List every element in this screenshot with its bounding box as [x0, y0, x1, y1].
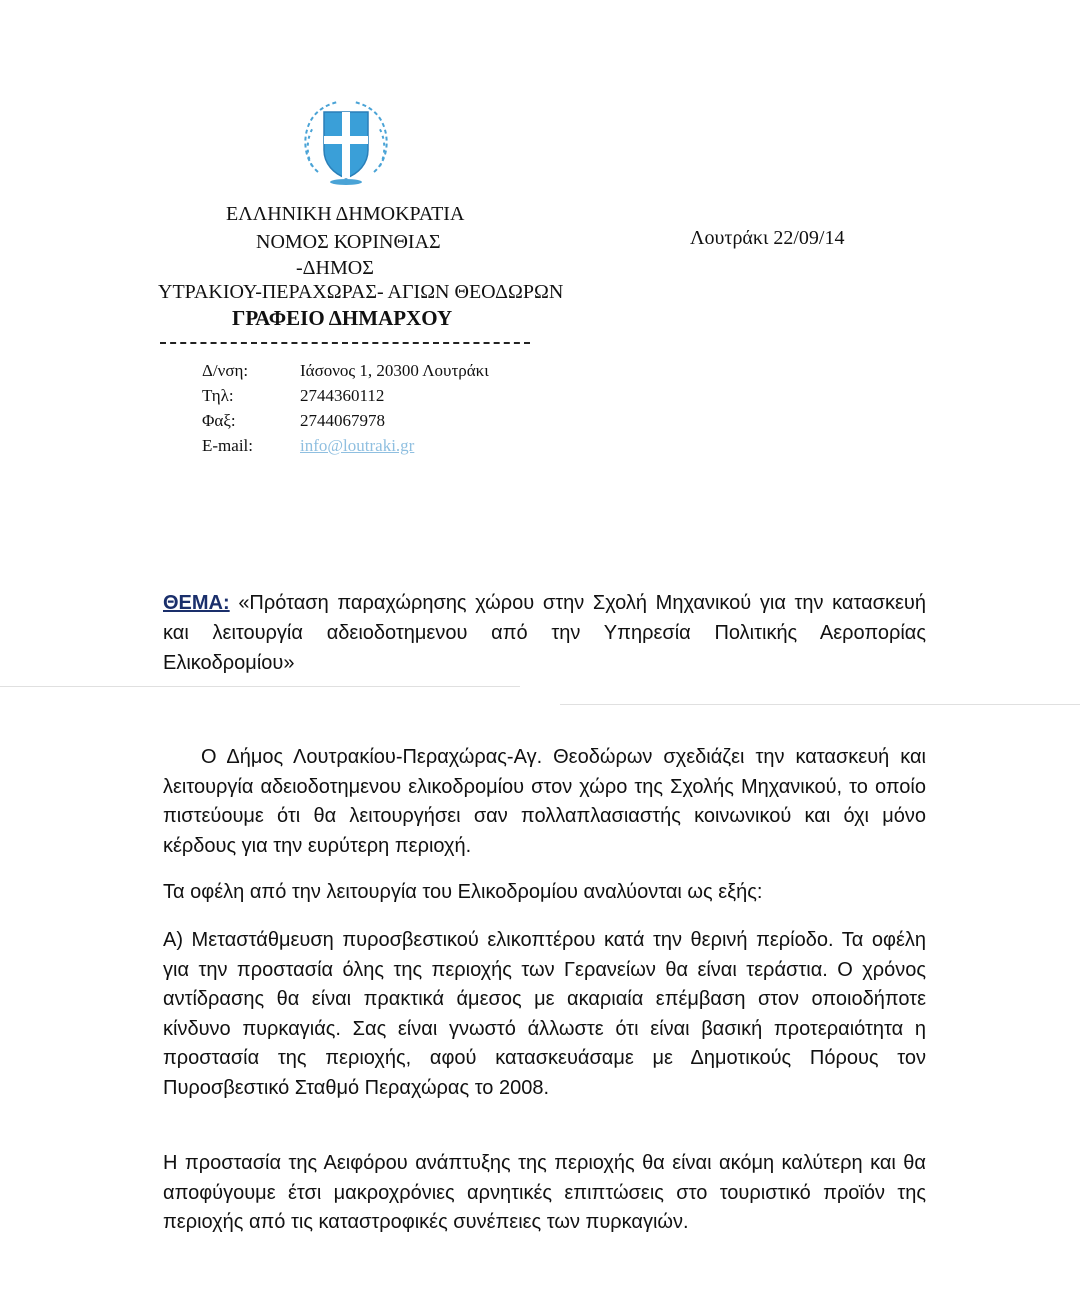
header-municipality-label: -ΔΗΜΟΣ: [296, 257, 374, 279]
header-prefecture: ΝΟΜΟΣ ΚΟΡΙΝΘΙΑΣ: [256, 231, 441, 253]
header-country: ΕΛΛΗΝΙΚΗ ΔΗΜΟΚΡΑΤΙΑ: [226, 203, 465, 225]
dashed-divider: [160, 342, 530, 344]
body-paragraph-benefits-heading: Τα οφέλη από την λειτουργία του Ελικοδρομίου αναλύονται ως εξής:: [163, 881, 763, 903]
subject-label: ΘΕΜΑ:: [163, 592, 230, 614]
subject-block: [163, 588, 926, 678]
fax-label: Φαξ:: [202, 411, 236, 430]
fax-value: 2744067978: [300, 411, 385, 430]
greek-coat-of-arms-emblem: [298, 98, 394, 188]
phone-label: Τηλ:: [202, 386, 234, 405]
email-label: E-mail:: [202, 436, 253, 455]
scan-artifact-line: [560, 704, 1080, 705]
contact-address-row: [202, 360, 489, 382]
email-link[interactable]: info@loutraki.gr: [300, 436, 415, 455]
address-label: Δ/νση:: [202, 361, 249, 380]
body-paragraph-intro: Ο Δήμος Λουτρακίου-Περαχώρας-Αγ. Θεοδώρων σχεδιάζει την κατασκευή και λειτουργία αδειοδοτημενου ελικοδρομίου στον χώρο της Σχολής Μηχανικού, το οποίο πιστεύουμε ότι θα λειτουργήσει σαν πολλαπλασιαστής κοινωνικού και όχι μόνο κέρδους για την ευρύτερη περιοχή.: [163, 746, 926, 857]
letter-date: Λουτράκι 22/09/14: [690, 227, 845, 249]
contact-fax-row: [202, 410, 385, 432]
header-municipality-name: ΥΤΡΑΚΙΟΥ-ΠΕΡΑΧΩΡΑΣ- ΑΓΙΩΝ ΘΕΟΔΩΡΩΝ: [158, 281, 564, 303]
scan-artifact-line: [0, 686, 520, 687]
header-office: ΓΡΑΦΕΙΟ ΔΗΜΑΡΧΟΥ: [232, 306, 453, 330]
body-paragraph-benefit-a: Α) Μεταστάθμευση πυροσβεστικού ελικοπτέρου κατά την θερινή περίοδο. Τα οφέλη για την προστασία όλης της περιοχής των Γερανείων θα είναι τεράστια. Ο χρόνος αντίδρασης θα είναι πρακτικά άμεσος με ακαριαία επέμβαση στον οποιοδήποτε κίνδυνο πυρκαγιάς. Σας είναι γνωστό άλλωστε ότι είναι βασική προτεραιότητα η προστασία της περιοχής, αφού κατασκευάσαμε με Δημοτικούς Πόρους τον Πυροσβεστικό Σταθμό Περαχώρας το 2008.: [163, 929, 926, 1099]
address-value: Ιάσονος 1, 20300 Λουτράκι: [300, 361, 489, 380]
contact-email-row: [202, 435, 414, 457]
phone-value: 2744360112: [300, 386, 385, 405]
body-paragraph-sustainability: Η προστασία της Αειφόρου ανάπτυξης της περιοχής θα είναι ακόμη καλύτερη και θα αποφύγουμε έτσι μακροχρόνιες αρνητικές επιπτώσεις στο τουριστικό προϊόν της περιοχής από τις καταστροφικές συνέπειες των πυρκαγιών.: [163, 1152, 926, 1233]
subject-text: «Πρόταση παραχώρησης χώρου στην Σχολή Μηχανικού για την κατασκευή και λειτουργία αδειοδοτημενου από την Υπηρεσία Πολιτικής Αεροπορίας Ελικοδρομίου»: [163, 592, 926, 674]
contact-phone-row: [202, 385, 384, 407]
